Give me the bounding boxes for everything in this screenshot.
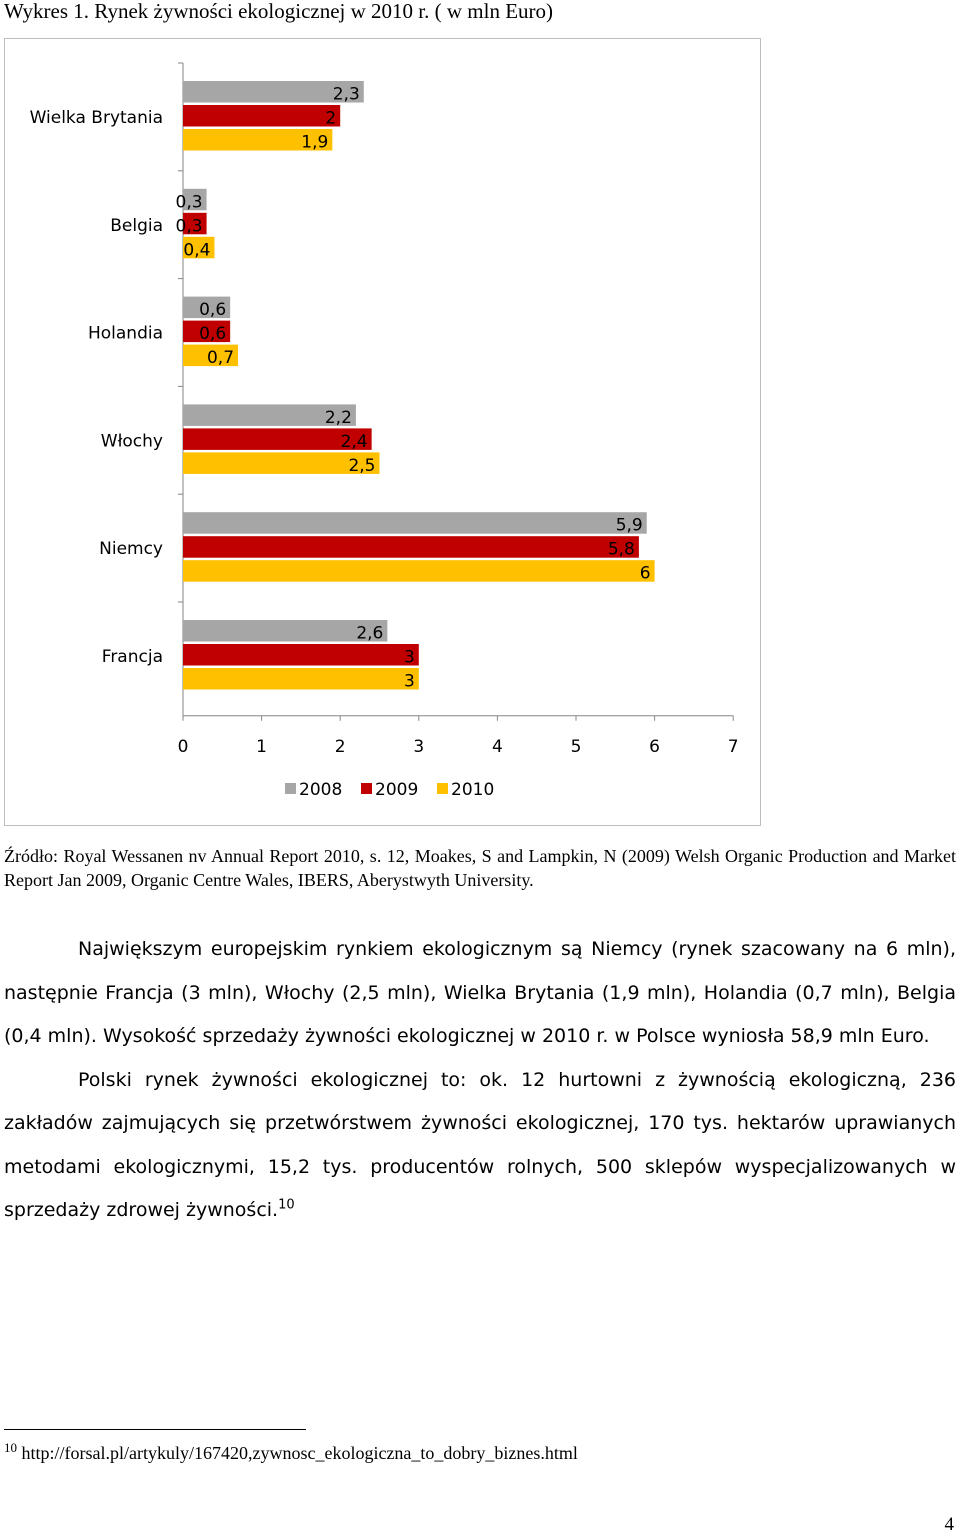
data-label: 2,4 xyxy=(340,431,368,452)
value-tick-label: 7 xyxy=(727,736,739,757)
value-tick-label: 2 xyxy=(334,736,346,757)
data-label: 2 xyxy=(325,108,337,129)
data-label: 0,6 xyxy=(199,324,227,345)
bar-2009 xyxy=(183,644,419,666)
legend-swatch-2009 xyxy=(361,783,372,794)
legend-swatch-2010 xyxy=(437,783,448,794)
data-label: 2,5 xyxy=(348,455,376,476)
bar-2010 xyxy=(183,560,655,582)
category-label: Wielka Brytania xyxy=(29,108,163,128)
value-tick-label: 4 xyxy=(491,736,503,757)
data-label: 3 xyxy=(403,647,415,668)
footnote-number: 10 xyxy=(4,1440,17,1455)
body-text xyxy=(4,928,956,1233)
bar-2009 xyxy=(183,105,340,127)
data-label: 6 xyxy=(639,563,651,584)
paragraph-1-text: Największym europejskim rynkiem ekologicznym są Niemcy (rynek szacowany na 6 mln), następnie Francja (3 mln), Włochy (2,5 mln), Wielka Brytania (1,9 mln), Holandia (0,7 mln), Belgia (0,4 mln). Wysokość sprzedaży żywności ekologicznej w 2010 r. w Polsce wyniosła 58,9 mln Euro. xyxy=(4,938,956,1047)
legend-label: 2010 xyxy=(451,780,495,800)
category-label: Włochy xyxy=(100,431,163,452)
bar-2008 xyxy=(183,512,647,534)
bar-2009 xyxy=(183,536,639,558)
data-label: 2,2 xyxy=(324,407,352,428)
category-label: Niemcy xyxy=(99,539,163,560)
value-tick-label: 0 xyxy=(177,736,189,757)
data-label: 0,3 xyxy=(175,216,203,237)
value-tick-label: 3 xyxy=(413,736,425,757)
bar-2010 xyxy=(183,668,419,690)
data-label: 0,4 xyxy=(183,240,211,261)
category-label: Francja xyxy=(101,647,163,667)
figure-caption: Wykres 1. Rynek żywności ekologicznej w 2010 r. ( w mln Euro) xyxy=(4,0,554,23)
chart-frame xyxy=(4,38,761,826)
footnote-reference[interactable]: 10 xyxy=(278,1197,295,1213)
data-label: 0,6 xyxy=(199,300,227,321)
category-label: Holandia xyxy=(87,323,163,344)
value-tick-label: 6 xyxy=(649,736,661,757)
value-tick-label: 5 xyxy=(570,736,582,757)
data-label: 5,9 xyxy=(615,515,643,536)
legend-label: 2008 xyxy=(299,780,343,800)
value-tick-label: 1 xyxy=(256,736,268,757)
data-label: 2,6 xyxy=(356,623,384,644)
data-label: 1,9 xyxy=(301,132,329,153)
data-label: 0,7 xyxy=(206,348,235,369)
paragraph-1 xyxy=(4,928,956,1059)
paragraph-2 xyxy=(4,1059,956,1233)
footnote-link[interactable]: http://forsal.pl/artykuly/167420,zywnosc_ekologiczna_to_dobry_biznes.html xyxy=(21,1443,578,1463)
legend-swatch-2008 xyxy=(285,783,296,794)
bar-chart xyxy=(5,39,762,827)
data-label: 3 xyxy=(403,671,415,692)
footnote xyxy=(4,1441,578,1465)
legend-label: 2009 xyxy=(375,780,419,800)
data-label: 0,3 xyxy=(175,192,203,213)
data-label: 5,8 xyxy=(607,539,635,560)
page-number: 4 xyxy=(944,1514,954,1535)
data-label: 2,3 xyxy=(332,84,360,105)
footnote-separator xyxy=(4,1429,306,1430)
category-label: Belgia xyxy=(110,215,163,236)
paragraph-2-text: Polski rynek żywności ekologicznej to: ok. 12 hurtowni z żywnością ekologiczną, 236 zakładów zajmujących się przetwórstwem żywności ekologicznej, 170 tys. hektarów uprawianych metodami ekologicznymi, 15,2 tys. producentów rolnych, 500 sklepów wyspecjalizowanych w sprzedaży zdrowej żywności. xyxy=(4,1068,956,1221)
figure-source: Źródło: Royal Wessanen nv Annual Report 2010, s. 12, Moakes, S and Lampkin, N (2009) Welsh Organic Production and Market Report Jan 2009, Organic Centre Wales, IBERS, Aberystwyth University. xyxy=(4,846,956,890)
